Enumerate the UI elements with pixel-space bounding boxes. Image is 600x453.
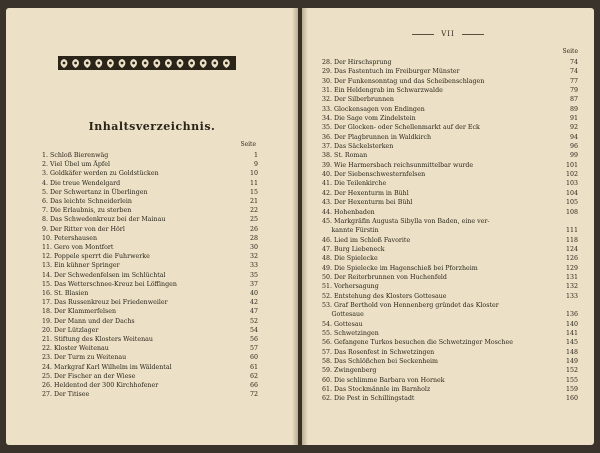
toc-entry-page: 108 bbox=[565, 208, 578, 216]
ornament-dot bbox=[179, 62, 182, 65]
ornament-dot bbox=[121, 62, 124, 65]
ornament-dot bbox=[213, 62, 216, 65]
toc-entry-title: 15. Das Wetterschnee-Kreuz bei Löffingen bbox=[42, 280, 177, 288]
toc-entry-page: 131 bbox=[565, 273, 578, 281]
toc-entry-page: 104 bbox=[565, 189, 578, 197]
toc-entry-page: 62 bbox=[249, 372, 258, 380]
toc-entry-title: 20. Der Lützlager bbox=[42, 326, 99, 334]
toc-entry-title: 30. Der Funkensonntag und das Scheibenschlagen bbox=[322, 77, 485, 85]
toc-entry-page: 89 bbox=[569, 105, 578, 113]
toc-entry bbox=[322, 282, 578, 291]
toc-entry-page: 132 bbox=[565, 283, 578, 291]
toc-entry-title: 6. Das leichte Schneiderlein bbox=[42, 198, 132, 206]
toc-entry-title: 39. Wie Harmersbach reichsunmittelbar wurde bbox=[322, 161, 474, 169]
toc-entry bbox=[42, 280, 258, 289]
toc-entry bbox=[322, 58, 578, 67]
toc-entry bbox=[42, 335, 258, 344]
toc-entry-page: 92 bbox=[569, 124, 578, 132]
toc-entry-page: 9 bbox=[253, 161, 258, 169]
toc-entry-title: 60. Die schlimme Barbara von Hornek bbox=[322, 376, 445, 384]
toc-entry bbox=[322, 114, 578, 123]
ornament-dot bbox=[190, 62, 193, 65]
toc-entry-title: 35. Der Glocken- oder Schellenmarkt auf der Eck bbox=[322, 124, 480, 132]
toc-entry-page: 1 bbox=[253, 152, 258, 159]
book-gutter bbox=[292, 8, 308, 445]
toc-entry bbox=[42, 372, 258, 381]
toc-entry bbox=[42, 151, 258, 160]
toc-entry bbox=[322, 77, 578, 86]
toc-entry-title: 21. Stiftung des Klosters Weitenau bbox=[42, 336, 153, 344]
right-page bbox=[302, 8, 594, 445]
toc-entry-page: 103 bbox=[565, 180, 578, 188]
toc-entry bbox=[42, 307, 258, 316]
toc-entry bbox=[322, 338, 578, 347]
toc-entry-page: 126 bbox=[565, 255, 578, 263]
toc-entry-page: 30 bbox=[249, 244, 258, 252]
seite-label-right: Seite bbox=[562, 48, 578, 55]
toc-entry-page: 74 bbox=[569, 59, 578, 66]
toc-entry-page: 118 bbox=[565, 236, 578, 244]
toc-entry-page: 52 bbox=[249, 317, 258, 325]
toc-entry-title: 25. Der Fischer an der Wiese bbox=[42, 372, 136, 380]
toc-entry-page: 87 bbox=[569, 96, 578, 104]
toc-entry bbox=[322, 292, 578, 301]
ornament-dot bbox=[132, 62, 135, 65]
toc-entry bbox=[42, 326, 258, 335]
toc-entry-page: 105 bbox=[565, 199, 578, 207]
ornament-dot bbox=[109, 62, 112, 65]
toc-entry-title: 50. Der Reiterbrunnen von Huchenfeld bbox=[322, 273, 447, 281]
toc-entry bbox=[42, 252, 258, 261]
toc-entry-page: 54 bbox=[249, 326, 258, 334]
toc-entry bbox=[42, 381, 258, 390]
toc-entry-title: 43. Der Hexenturm bei Bühl bbox=[322, 199, 413, 207]
toc-entry-title: 18. Der Klammerfelsen bbox=[42, 308, 117, 316]
toc-entry-title: 5. Der Schwertanz in Überlingen bbox=[42, 188, 148, 196]
toc-entry-page: 28 bbox=[249, 234, 258, 242]
toc-entry-title: 54. Gottesau bbox=[322, 320, 363, 328]
toc-entry bbox=[42, 243, 258, 252]
toc-entry bbox=[322, 161, 578, 170]
ornament-dot bbox=[225, 62, 228, 65]
toc-entry bbox=[42, 363, 258, 372]
toc-entry-page: 74 bbox=[569, 68, 578, 76]
decorative-border-ornament bbox=[58, 56, 236, 70]
toc-entry-page: 35 bbox=[249, 271, 258, 279]
toc-entry-page: 61 bbox=[249, 363, 258, 371]
toc-entry-page: 60 bbox=[249, 354, 258, 362]
toc-entry bbox=[322, 376, 578, 385]
toc-entry-title: 10. Petershausen bbox=[42, 234, 98, 242]
toc-entry-page: 42 bbox=[249, 299, 258, 307]
toc-entry bbox=[42, 179, 258, 188]
toc-entry-page: 22 bbox=[249, 207, 258, 215]
toc-list-left bbox=[42, 151, 258, 399]
ornament-dot bbox=[155, 62, 158, 65]
toc-entry bbox=[42, 261, 258, 270]
toc-entry-page: 25 bbox=[249, 216, 258, 224]
toc-entry bbox=[322, 273, 578, 282]
toc-entry bbox=[322, 301, 578, 310]
toc-entry bbox=[322, 123, 578, 132]
ornament-dot bbox=[63, 62, 66, 65]
toc-entry-title: 13. Ein kühner Springer bbox=[42, 262, 120, 270]
toc-entry-title: 8. Das Schwedenkreuz bei der Mainau bbox=[42, 216, 166, 224]
toc-entry bbox=[42, 234, 258, 243]
toc-entry-title: 61. Das Stockmännle im Barnholz bbox=[322, 386, 431, 394]
toc-entry bbox=[322, 151, 578, 160]
toc-entry bbox=[322, 133, 578, 142]
toc-entry-title: 46. Lied im Schloß Favorite bbox=[322, 236, 411, 244]
toc-entry-title: 36. Der Plagbrunnen in Waldkirch bbox=[322, 133, 432, 141]
toc-entry-page: 91 bbox=[569, 115, 578, 123]
toc-entry-page: 149 bbox=[565, 358, 578, 365]
toc-entry-title: 29. Das Fastentuch im Freiburger Münster bbox=[322, 68, 460, 76]
toc-entry-page: 141 bbox=[565, 329, 578, 337]
toc-entry-title: 48. Die Spielecke bbox=[322, 255, 378, 263]
ornament-dot bbox=[144, 62, 147, 65]
toc-entry bbox=[322, 142, 578, 151]
toc-entry-page: 11 bbox=[249, 179, 258, 187]
toc-entry-title: 3. Goldkäfer werden zu Goldstücken bbox=[42, 170, 159, 178]
toc-entry-title: 14. Der Schwedenfelsen im Schlüchtal bbox=[42, 271, 166, 279]
toc-entry bbox=[322, 245, 578, 254]
ornament-dot bbox=[97, 62, 100, 65]
toc-entry-page: 99 bbox=[569, 152, 578, 160]
toc-entry-title: 12. Poppele sperrt die Fuhrwerke bbox=[42, 253, 150, 261]
toc-entry-title: 56. Gefangene Turkos besuchen die Schwetzinger Moschee bbox=[322, 339, 513, 347]
toc-entry-title: 52. Entstehung des Klosters Gottesaue bbox=[322, 292, 447, 300]
toc-entry-page: 15 bbox=[249, 188, 258, 196]
toc-entry-page bbox=[562, 217, 578, 226]
toc-entry-page: 26 bbox=[249, 225, 258, 233]
toc-entry-title: 51. Vorhersagung bbox=[322, 283, 379, 291]
page-number: VII bbox=[441, 30, 455, 38]
toc-entry-page: 159 bbox=[565, 386, 578, 394]
toc-entry-page: 66 bbox=[249, 382, 258, 390]
toc-entry-title: 41. Die Teilenkirche bbox=[322, 180, 387, 188]
toc-entry-title: 31. Ein Heldengrab im Schwarzwalde bbox=[322, 87, 443, 95]
toc-entry-page: 94 bbox=[569, 133, 578, 141]
toc-entry bbox=[322, 348, 578, 357]
toc-entry-title: 59. Zwingenberg bbox=[322, 367, 377, 375]
toc-entry-title: 24. Markgraf Karl Wilhelm im Wäldental bbox=[42, 363, 172, 371]
toc-entry bbox=[322, 95, 578, 104]
toc-entry bbox=[322, 264, 578, 273]
toc-entry-title: 19. Der Mann und der Dachs bbox=[42, 317, 135, 325]
toc-entry-page bbox=[562, 301, 578, 310]
toc-entry-title: 11. Gero von Montfort bbox=[42, 244, 114, 252]
toc-entry-page: 133 bbox=[565, 292, 578, 300]
toc-entry-title: 17. Das Russenkreuz bei Friedenweiler bbox=[42, 299, 168, 307]
toc-entry-page: 56 bbox=[249, 336, 258, 344]
toc-entry bbox=[42, 390, 258, 399]
toc-entry-title: 44. Hohenbaden bbox=[322, 208, 375, 216]
toc-entry bbox=[42, 225, 258, 234]
toc-entry-title: 53. Graf Berthold von Hennenberg gründet das Kloster bbox=[322, 301, 499, 309]
toc-entry-page: 79 bbox=[569, 87, 578, 95]
toc-entry-page: 129 bbox=[565, 264, 578, 272]
toc-entry-title: 42. Der Hexenturm in Bühl bbox=[322, 189, 409, 197]
toc-entry bbox=[322, 226, 578, 235]
toc-entry bbox=[322, 366, 578, 375]
toc-entry-title: 1. Schloß Bierenwäg bbox=[42, 152, 109, 159]
toc-entry-title: 55. Schwetzingen bbox=[322, 329, 379, 337]
toc-entry-title: 37. Das Säckelsterken bbox=[322, 143, 394, 151]
toc-entry-title: 4. Die treue Wendelgard bbox=[42, 179, 121, 187]
toc-entry-page: 10 bbox=[249, 170, 258, 178]
toc-entry-title: 38. St. Roman bbox=[322, 152, 368, 160]
seite-label-left: Seite bbox=[240, 141, 256, 148]
toc-entry-page: 111 bbox=[565, 227, 578, 235]
toc-entry bbox=[322, 189, 578, 198]
toc-entry-page: 72 bbox=[249, 391, 258, 399]
toc-entry bbox=[322, 254, 578, 263]
toc-entry-title: 26. Heldentod der 300 Kirchhofener bbox=[42, 382, 159, 390]
toc-entry bbox=[322, 105, 578, 114]
toc-entry-title: 23. Der Turm zu Weitenau bbox=[42, 354, 127, 362]
toc-entry bbox=[42, 197, 258, 206]
toc-title: Inhaltsverzeichnis. bbox=[88, 120, 216, 133]
toc-entry-page: 37 bbox=[249, 280, 258, 288]
toc-entry-page: 33 bbox=[249, 262, 258, 270]
toc-entry-title: 16. St. Blasien bbox=[42, 290, 89, 298]
toc-entry bbox=[42, 206, 258, 215]
toc-entry-page: 57 bbox=[249, 345, 258, 353]
toc-entry-page: 148 bbox=[565, 348, 578, 356]
toc-entry-title: 33. Glockensagen von Endingen bbox=[322, 105, 425, 113]
toc-entry-title: 47. Burg Liebeneck bbox=[322, 245, 385, 253]
toc-entry-page: 124 bbox=[565, 245, 578, 253]
toc-entry bbox=[42, 353, 258, 362]
left-page bbox=[6, 8, 298, 445]
toc-entry-page: 32 bbox=[249, 253, 258, 261]
toc-entry bbox=[322, 329, 578, 338]
toc-entry-title: 58. Das Schlößchen bei Seckenheim bbox=[322, 358, 439, 365]
toc-entry-page: 101 bbox=[565, 161, 578, 169]
toc-entry-page: 21 bbox=[249, 198, 258, 206]
toc-entry bbox=[42, 160, 258, 169]
toc-entry bbox=[42, 298, 258, 307]
toc-entry bbox=[322, 170, 578, 179]
toc-entry bbox=[322, 208, 578, 217]
toc-entry bbox=[322, 320, 578, 329]
toc-entry-page: 155 bbox=[565, 376, 578, 384]
toc-entry bbox=[322, 86, 578, 95]
ornament-dot bbox=[86, 62, 89, 65]
toc-entry bbox=[42, 169, 258, 178]
toc-entry-title: 62. Die Pest in Schillingstadt bbox=[322, 395, 415, 403]
toc-entry-title: kannte Fürstin bbox=[322, 227, 379, 235]
toc-entry-page: 96 bbox=[569, 143, 578, 151]
toc-entry-page: 136 bbox=[565, 311, 578, 319]
toc-entry bbox=[322, 357, 578, 366]
toc-entry-page: 40 bbox=[249, 290, 258, 298]
toc-entry bbox=[322, 394, 578, 403]
toc-entry bbox=[42, 215, 258, 224]
toc-entry-page: 160 bbox=[565, 395, 578, 403]
toc-entry-page: 47 bbox=[249, 308, 258, 316]
toc-entry bbox=[322, 385, 578, 394]
toc-entry-page: 77 bbox=[569, 77, 578, 85]
toc-entry-title: 22. Kloster Weitenau bbox=[42, 345, 109, 353]
toc-entry bbox=[322, 236, 578, 245]
toc-entry-title: 34. Die Sage vom Zindelstein bbox=[322, 115, 416, 123]
toc-entry-title: 9. Der Ritter von der Hörl bbox=[42, 225, 125, 233]
toc-entry bbox=[42, 344, 258, 353]
toc-entry-title: 45. Markgräfin Augusta Sibylla von Baden, eine ver- bbox=[322, 217, 490, 225]
toc-entry bbox=[42, 317, 258, 326]
toc-entry-page: 152 bbox=[565, 367, 578, 375]
toc-entry bbox=[42, 188, 258, 197]
toc-entry-page: 102 bbox=[565, 171, 578, 179]
toc-entry-title: 49. Die Spielecke im Hagenschieß bei Pforzheim bbox=[322, 264, 478, 272]
toc-entry bbox=[322, 310, 578, 319]
page-number-rule-right bbox=[462, 34, 484, 35]
toc-entry bbox=[322, 217, 578, 226]
toc-entry-title: 2. Viel Übel um Äpfel bbox=[42, 161, 110, 169]
toc-entry-title: Gottesaue bbox=[322, 311, 364, 319]
toc-entry bbox=[42, 271, 258, 280]
toc-entry-title: 57. Das Rosenfest in Schwetzingen bbox=[322, 348, 435, 356]
toc-entry bbox=[322, 67, 578, 76]
toc-entry bbox=[42, 289, 258, 298]
toc-entry-title: 32. Der Silberbrunnen bbox=[322, 96, 394, 104]
toc-entry-title: 7. Die Erlaubnis, zu sterben bbox=[42, 207, 132, 215]
toc-entry-page: 140 bbox=[565, 320, 578, 328]
toc-entry-page: 145 bbox=[565, 339, 578, 347]
toc-entry-title: 28. Der Hirschsprung bbox=[322, 59, 392, 66]
toc-entry bbox=[322, 179, 578, 188]
toc-list-right bbox=[322, 58, 578, 404]
ornament-dot bbox=[202, 62, 205, 65]
toc-entry-title: 27. Der Titisee bbox=[42, 391, 90, 399]
toc-entry bbox=[322, 198, 578, 207]
toc-entry-title: 40. Der Siebenschwesternfelsen bbox=[322, 171, 426, 179]
ornament-dot bbox=[167, 62, 170, 65]
ornament-dot bbox=[74, 62, 77, 65]
